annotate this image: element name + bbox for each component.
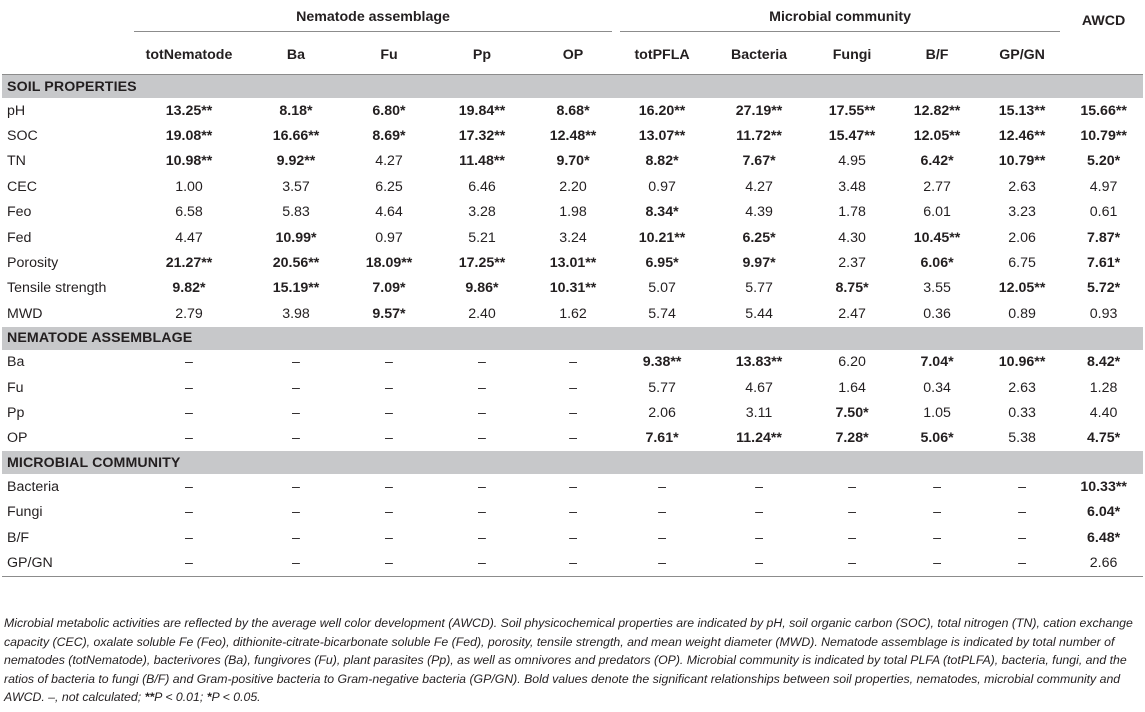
table-cell: – bbox=[478, 354, 486, 371]
table-cell: 2.79 bbox=[175, 305, 203, 322]
table-cell: 7.28* bbox=[835, 430, 869, 447]
table-cell: 17.55** bbox=[828, 102, 876, 119]
table-cell: – bbox=[292, 478, 300, 495]
footnote-sig2-text: P < 0.05. bbox=[211, 690, 261, 704]
table-cell: 4.75* bbox=[1087, 430, 1121, 447]
table-cell: 6.48* bbox=[1087, 529, 1121, 546]
table-cell: 15.19** bbox=[272, 280, 320, 297]
table-cell: 6.42* bbox=[920, 153, 954, 170]
table-row bbox=[2, 225, 1143, 250]
table-cell: 10.79** bbox=[1080, 128, 1127, 145]
table-cell: – bbox=[292, 354, 300, 371]
table-cell: 10.21** bbox=[638, 229, 686, 246]
table-cell: – bbox=[848, 504, 856, 521]
table-cell: – bbox=[185, 404, 193, 421]
table-cell: – bbox=[933, 529, 941, 546]
table-cell: – bbox=[185, 354, 193, 371]
table-cell: 5.77 bbox=[745, 280, 773, 297]
row-label: TN bbox=[7, 153, 26, 170]
table-cell: 13.07** bbox=[638, 128, 686, 145]
footnote-sig2-stars: * bbox=[206, 690, 212, 704]
table-cell: 4.27 bbox=[375, 153, 403, 170]
table-cell: 7.04* bbox=[920, 354, 954, 371]
table-cell: – bbox=[385, 430, 393, 447]
table-cell: 12.48** bbox=[549, 128, 597, 145]
footnote-sig1-stars: ** bbox=[144, 690, 155, 704]
table-cell: 8.69* bbox=[372, 128, 406, 145]
table-cell: 7.87* bbox=[1087, 229, 1121, 246]
table-cell: – bbox=[292, 529, 300, 546]
table-cell: – bbox=[755, 478, 763, 495]
table-cell: 0.97 bbox=[375, 229, 403, 246]
table-cell: 5.07 bbox=[648, 280, 676, 297]
table-cell: 18.09** bbox=[365, 255, 413, 272]
column-header: Fungi bbox=[832, 47, 872, 63]
table-cell: – bbox=[385, 404, 393, 421]
table-cell: – bbox=[292, 430, 300, 447]
table-cell: 2.77 bbox=[923, 178, 951, 195]
table-body bbox=[2, 75, 1143, 577]
table-cell: 6.20 bbox=[838, 354, 866, 371]
column-header: Bacteria bbox=[731, 47, 788, 63]
table-cell: 7.67* bbox=[742, 153, 776, 170]
table-cell: 8.82* bbox=[645, 153, 679, 170]
table-cell: 13.01** bbox=[549, 255, 597, 272]
table-cell: 6.80* bbox=[372, 102, 406, 119]
section-title: SOIL PROPERTIES bbox=[2, 75, 1143, 99]
table-cell: 17.32** bbox=[458, 128, 506, 145]
table-row bbox=[2, 276, 1143, 301]
table-cell: 0.36 bbox=[923, 305, 951, 322]
table-cell: – bbox=[478, 504, 486, 521]
results-table bbox=[2, 0, 1143, 577]
table-cell: – bbox=[185, 529, 193, 546]
table-cell: 12.46** bbox=[998, 128, 1046, 145]
table-cell: 6.58 bbox=[175, 204, 203, 221]
table-cell: 7.61* bbox=[645, 430, 679, 447]
microbial-group-header: Microbial community bbox=[616, 0, 1064, 36]
table-cell: 4.39 bbox=[745, 204, 773, 221]
table-cell: – bbox=[569, 504, 577, 521]
table-cell: 11.48** bbox=[459, 153, 505, 170]
row-label: Fungi bbox=[7, 504, 43, 521]
table-row bbox=[2, 400, 1143, 425]
table-cell: – bbox=[1018, 529, 1027, 546]
table-cell: 5.20* bbox=[1087, 153, 1121, 170]
table-cell: – bbox=[385, 478, 393, 495]
row-label: Fu bbox=[7, 379, 24, 396]
table-cell: 4.27 bbox=[745, 178, 773, 195]
table-cell: – bbox=[478, 404, 486, 421]
table-cell: – bbox=[1018, 554, 1027, 571]
table-cell: 0.61 bbox=[1089, 204, 1118, 221]
table-cell: 1.05 bbox=[923, 404, 951, 421]
row-label: MWD bbox=[7, 305, 43, 322]
table-cell: – bbox=[848, 554, 856, 571]
table-row bbox=[2, 375, 1143, 400]
table-cell: 12.05** bbox=[913, 128, 961, 145]
table-cell: – bbox=[385, 504, 393, 521]
table-cell: – bbox=[569, 354, 577, 371]
table-cell: 8.18* bbox=[279, 102, 313, 119]
awcd-header: AWCD bbox=[1081, 13, 1126, 29]
row-label: OP bbox=[7, 430, 28, 447]
table-cell: – bbox=[569, 529, 577, 546]
table-cell: – bbox=[385, 554, 393, 571]
table-cell: – bbox=[658, 504, 666, 521]
table-cell: 1.64 bbox=[838, 379, 866, 396]
table-cell: – bbox=[933, 478, 941, 495]
table-row bbox=[2, 499, 1143, 524]
table-cell: – bbox=[478, 379, 486, 396]
table-cell: 2.06 bbox=[648, 404, 676, 421]
table-cell: 27.19** bbox=[735, 102, 783, 119]
table-cell: 9.97* bbox=[742, 255, 776, 272]
table-cell: 9.57* bbox=[372, 305, 406, 322]
table-cell: 19.84** bbox=[458, 102, 506, 119]
table-cell: – bbox=[569, 478, 577, 495]
table-cell: 4.47 bbox=[175, 229, 203, 246]
table-row bbox=[2, 525, 1143, 550]
table-cell: 3.24 bbox=[559, 229, 587, 246]
table-cell: 4.97 bbox=[1089, 178, 1118, 195]
table-cell: 15.66** bbox=[1080, 102, 1127, 119]
table-cell: 3.57 bbox=[282, 178, 310, 195]
row-label: Tensile strength bbox=[7, 280, 107, 297]
table-cell: – bbox=[292, 554, 300, 571]
table-cell: – bbox=[185, 379, 193, 396]
table-cell: – bbox=[292, 504, 300, 521]
table-cell: – bbox=[933, 554, 941, 571]
table-cell: – bbox=[1018, 504, 1027, 521]
table-cell: 6.06* bbox=[920, 255, 954, 272]
footnote-sig1-text: P < 0.01; bbox=[154, 690, 207, 704]
table-cell: 3.28 bbox=[468, 204, 496, 221]
table-cell: – bbox=[658, 529, 666, 546]
table-cell: – bbox=[185, 554, 193, 571]
table-row bbox=[2, 426, 1143, 451]
table-row bbox=[2, 200, 1143, 225]
table-cell: 6.46 bbox=[468, 178, 496, 195]
table-cell: 1.28 bbox=[1089, 379, 1118, 396]
table-cell: 6.25* bbox=[742, 229, 776, 246]
table-cell: 10.45** bbox=[913, 229, 961, 246]
table-cell: – bbox=[385, 379, 393, 396]
table-cell: 5.44 bbox=[745, 305, 773, 322]
section-header-row bbox=[2, 327, 1143, 350]
table-cell: – bbox=[478, 554, 486, 571]
row-label: SOC bbox=[7, 128, 38, 145]
table-cell: 8.68* bbox=[556, 102, 590, 119]
table-cell: 9.70* bbox=[556, 153, 590, 170]
column-header: Pp bbox=[472, 47, 492, 63]
table-cell: 3.11 bbox=[745, 404, 773, 421]
table-cell: 5.77 bbox=[648, 379, 676, 396]
table-cell: 21.27** bbox=[165, 255, 213, 272]
table-cell: 1.62 bbox=[559, 305, 587, 322]
row-label: Ba bbox=[7, 354, 25, 371]
row-label-header bbox=[2, 36, 130, 75]
table-cell: 7.09* bbox=[372, 280, 406, 297]
table-row bbox=[2, 98, 1143, 123]
table-cell: 3.23 bbox=[1008, 204, 1036, 221]
table-row bbox=[2, 350, 1143, 375]
table-cell: – bbox=[658, 554, 666, 571]
table-row bbox=[2, 123, 1143, 148]
table-cell: – bbox=[385, 354, 393, 371]
table-cell: 10.99* bbox=[275, 229, 317, 246]
table-cell: – bbox=[569, 430, 577, 447]
table-cell: 10.33** bbox=[1080, 478, 1127, 495]
table-cell: 9.38** bbox=[642, 354, 682, 371]
footnote-main: Microbial metabolic activities are reflected by the average well color development (AWCD). Soil physicochemical properties are indicated by pH, soil organic carbon (SOC), total nitrogen (TN), cation exchange capacity (CEC), oxalate soluble Fe (Feo), dithionite-citrate-bicarbonate soluble Fe (Fed), porosity, tensile strength, and mean weight diameter (MWD). Nematode assemblage is indicated by total number of nematodes (totNematode), bacterivores (Ba), fungivores (Fu), plant parasites (Pp), as well as omnivores and predators (OP). Microbial community is indicated by total PLFA (totPLFA), bacteria, fungi, and the ratios of bacteria to fungi (B/F) and Gram-positive bacteria to Gram-negative bacteria (GP/GN). Bold values denote the significant relationships between soil properties, nematodes, microbial community and AWCD. –, not calculated; bbox=[4, 616, 1133, 704]
table-cell: 6.04* bbox=[1087, 504, 1121, 521]
section-header-row bbox=[2, 451, 1143, 474]
table-cell: 5.72* bbox=[1087, 280, 1121, 297]
table-cell: 17.25** bbox=[458, 255, 506, 272]
table-cell: 10.31** bbox=[549, 280, 597, 297]
table-cell: – bbox=[292, 404, 300, 421]
table-cell: 2.37 bbox=[838, 255, 866, 272]
table-cell: 4.67 bbox=[745, 379, 773, 396]
table-cell: 5.21 bbox=[468, 229, 496, 246]
table-row bbox=[2, 250, 1143, 275]
table-cell: 11.72** bbox=[736, 128, 782, 145]
table-cell: – bbox=[658, 478, 666, 495]
table-cell: 15.47** bbox=[828, 128, 876, 145]
table-cell: 4.64 bbox=[375, 204, 403, 221]
column-header-row bbox=[2, 36, 1143, 75]
table-cell: 11.24** bbox=[736, 430, 782, 447]
table-cell: – bbox=[478, 430, 486, 447]
results-table-container bbox=[2, 0, 1143, 577]
row-label: Feo bbox=[7, 204, 32, 221]
table-cell: 6.01 bbox=[923, 204, 951, 221]
table-cell: – bbox=[848, 478, 856, 495]
table-cell: 4.95 bbox=[838, 153, 866, 170]
table-cell: 19.08** bbox=[165, 128, 213, 145]
table-cell: – bbox=[385, 529, 393, 546]
table-row bbox=[2, 550, 1143, 576]
table-cell: – bbox=[185, 478, 193, 495]
table-cell: 7.50* bbox=[835, 404, 869, 421]
nematode-group-header: Nematode assemblage bbox=[130, 0, 616, 36]
table-cell: 5.06* bbox=[920, 430, 954, 447]
table-cell: – bbox=[185, 504, 193, 521]
table-cell: 5.83 bbox=[282, 204, 310, 221]
table-cell: – bbox=[569, 554, 577, 571]
table-cell: – bbox=[1018, 478, 1027, 495]
table-cell: 0.97 bbox=[648, 178, 676, 195]
table-cell: 12.05** bbox=[998, 280, 1046, 297]
table-row bbox=[2, 174, 1143, 199]
row-label: Pp bbox=[7, 404, 25, 421]
table-cell: 3.48 bbox=[838, 178, 866, 195]
section-header-row bbox=[2, 75, 1143, 99]
table-row bbox=[2, 149, 1143, 174]
row-label: Porosity bbox=[7, 255, 59, 272]
table-cell: 2.63 bbox=[1008, 379, 1036, 396]
table-cell: – bbox=[755, 504, 763, 521]
row-label: GP/GN bbox=[7, 554, 53, 571]
table-cell: 13.83** bbox=[735, 354, 783, 371]
table-cell: 0.33 bbox=[1008, 404, 1036, 421]
column-header: B/F bbox=[925, 47, 949, 63]
row-label: Bacteria bbox=[7, 478, 60, 495]
column-header: GP/GN bbox=[999, 47, 1045, 63]
table-cell: 8.75* bbox=[835, 280, 869, 297]
table-cell: – bbox=[478, 529, 486, 546]
table-row bbox=[2, 301, 1143, 326]
table-cell: – bbox=[185, 430, 193, 447]
row-label: B/F bbox=[7, 529, 30, 546]
row-label: Fed bbox=[7, 229, 32, 246]
table-cell: 6.25 bbox=[375, 178, 403, 195]
table-cell: 0.34 bbox=[923, 379, 951, 396]
table-cell: 1.78 bbox=[838, 204, 866, 221]
group-header-row bbox=[2, 0, 1143, 36]
table-cell: 6.95* bbox=[645, 255, 679, 272]
column-header: Fu bbox=[380, 47, 398, 63]
table-row bbox=[2, 474, 1143, 499]
table-cell: 1.00 bbox=[175, 178, 203, 195]
table-cell: 15.13** bbox=[998, 102, 1046, 119]
table-cell: 16.66** bbox=[272, 128, 320, 145]
table-cell: 3.55 bbox=[923, 280, 951, 297]
table-cell: 4.40 bbox=[1089, 404, 1118, 421]
table-cell: 2.06 bbox=[1008, 229, 1036, 246]
column-header: totPFLA bbox=[634, 47, 690, 63]
section-title: NEMATODE ASSEMBLAGE bbox=[2, 327, 1143, 350]
table-cell: 9.82* bbox=[172, 280, 206, 297]
table-cell: 5.38 bbox=[1008, 430, 1036, 447]
table-cell: 0.93 bbox=[1089, 305, 1118, 322]
table-cell: 16.20** bbox=[638, 102, 686, 119]
column-header: Ba bbox=[286, 47, 306, 63]
table-cell: 10.98** bbox=[165, 153, 213, 170]
row-label: pH bbox=[7, 102, 26, 119]
table-cell: 6.75 bbox=[1008, 255, 1036, 272]
table-cell: 13.25** bbox=[165, 102, 213, 119]
table-cell: 20.56** bbox=[272, 255, 320, 272]
table-cell: – bbox=[848, 529, 856, 546]
table-cell: 10.96** bbox=[998, 354, 1046, 371]
empty-corner bbox=[2, 0, 130, 36]
table-cell: – bbox=[478, 478, 486, 495]
table-cell: – bbox=[569, 379, 577, 396]
table-cell: 8.42* bbox=[1087, 354, 1121, 371]
table-cell: 9.86* bbox=[465, 280, 499, 297]
table-cell: – bbox=[933, 504, 941, 521]
table-cell: 4.30 bbox=[838, 229, 866, 246]
table-cell: 3.98 bbox=[282, 305, 310, 322]
table-cell: – bbox=[755, 554, 763, 571]
table-cell: 7.61* bbox=[1087, 255, 1121, 272]
row-label: CEC bbox=[7, 178, 37, 195]
table-cell: 2.63 bbox=[1008, 178, 1036, 195]
table-cell: 10.79** bbox=[998, 153, 1046, 170]
table-cell: 2.66 bbox=[1089, 554, 1118, 571]
table-cell: – bbox=[755, 529, 763, 546]
column-header: totNematode bbox=[145, 47, 233, 63]
table-cell: – bbox=[569, 404, 577, 421]
section-title: MICROBIAL COMMUNITY bbox=[2, 451, 1143, 474]
table-cell: 12.82** bbox=[913, 102, 961, 119]
table-cell: 5.74 bbox=[648, 305, 676, 322]
table-footnote bbox=[4, 614, 1141, 707]
table-cell: 1.98 bbox=[559, 204, 587, 221]
table-cell: 9.92** bbox=[276, 153, 316, 170]
table-cell: 2.20 bbox=[559, 178, 587, 195]
table-cell: 2.47 bbox=[838, 305, 866, 322]
table-cell: 2.40 bbox=[468, 305, 496, 322]
table-cell: 0.89 bbox=[1008, 305, 1036, 322]
table-cell: 8.34* bbox=[645, 204, 679, 221]
column-header: OP bbox=[562, 47, 584, 63]
table-cell: – bbox=[292, 379, 300, 396]
